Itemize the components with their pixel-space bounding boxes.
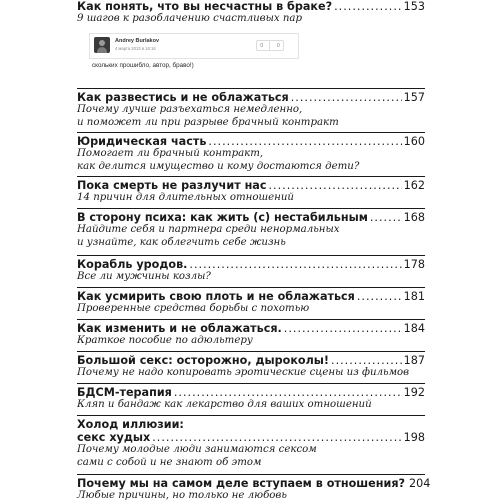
dot-leader (284, 322, 402, 335)
toc-entry-page: 198 (403, 431, 425, 444)
comment-text: скольких прошибло, автор, браво!) (92, 62, 194, 69)
toc-entry-subtitle: Почему лучше разъехаться немедленно, (77, 104, 303, 115)
toc-entry (77, 88, 425, 129)
toc-entry-title: Как понять, что вы несчастны в браке? (77, 0, 333, 13)
toc-entry-title: секс худых (77, 431, 151, 444)
toc-entry-subtitle: Почему не надо копировать эротические сцены из фильмов (77, 367, 410, 378)
toc-entry-title: Как развестись и не облажаться (77, 91, 289, 104)
toc-entry (77, 474, 431, 503)
toc-entry-page: 204 (409, 477, 431, 490)
toc-entry (77, 319, 425, 348)
toc-entry-title: Корабль уродов. (77, 258, 188, 271)
toc-entry-subtitle: 9 шагов к разоблачению счастливых пар (77, 13, 303, 24)
dot-leader (152, 431, 401, 444)
toc-entry-subtitle: Краткое пособие по адюльтеру (77, 335, 253, 346)
toc-entry-subtitle: Проверенные средства борьбы с похотью (77, 303, 310, 314)
toc-entry-subtitle: как делится имущество и кому достаются дети? (77, 160, 360, 172)
toc-entry-subtitle: Почему молодые люди занимаются сексом (77, 444, 317, 455)
toc-entry-page: 192 (403, 386, 425, 399)
dot-leader (334, 0, 402, 13)
toc-entry-subtitle: Кляп и бандаж как лекарство для ваших отношений (77, 399, 372, 410)
toc-entry-title: Пока смерть не разлучит нас (77, 179, 267, 192)
toc-entry (77, 351, 425, 380)
toc-entry (77, 132, 425, 173)
toc-entry-subtitle: и узнайте, как облегчить себе жизнь (77, 236, 286, 248)
toc-entry (77, 0, 425, 26)
dot-leader (357, 290, 402, 303)
toc-entry-page: 184 (403, 322, 425, 335)
toc-entry-subtitle: Все ли мужчины козлы? (77, 271, 211, 282)
toc-entry-subtitle: и поможет ли при разрыве брачный контракт (77, 116, 339, 128)
toc-entry-page: 162 (403, 179, 425, 192)
dot-leader (331, 354, 402, 367)
toc-entry-title: БДСМ-терапия (77, 386, 172, 399)
toc-entry-page: 187 (403, 354, 425, 367)
toc-entry-subtitle: Найдите себя и партнера среди ненормальных (77, 224, 340, 235)
toc-entry-page: 168 (403, 211, 425, 224)
toc-entry-title: В сторону психа: как жить (с) нестабильным (77, 211, 368, 224)
toc-entry-title-line1: Холод иллюзии: (77, 418, 184, 431)
comment-author: Andrey Burlakov (115, 38, 160, 44)
dot-leader (291, 91, 402, 104)
toc-entry (77, 415, 425, 469)
comment-header (89, 33, 299, 59)
toc-entry-title: Как усмирить свою плоть и не облажаться (77, 290, 355, 303)
toc-entry (77, 208, 425, 249)
vote-controls (256, 40, 284, 51)
toc-entry-subtitle: Помогает ли брачный контракт, (77, 148, 264, 159)
toc-entry (77, 287, 425, 316)
vote-count[interactable]: 0 (276, 42, 280, 49)
toc-entry-page: 157 (403, 91, 425, 104)
toc-entry-page: 178 (403, 258, 425, 271)
toc-entry (77, 255, 425, 284)
toc-entry-title: Почему мы на самом деле вступаем в отношения? (77, 477, 405, 490)
vote-count[interactable]: 0 (260, 42, 264, 49)
toc-entry-title: Как изменить и не облажаться. (77, 322, 282, 335)
toc-entry-page: 181 (403, 290, 425, 303)
comment-card (89, 33, 317, 86)
toc-entry-page: 160 (403, 135, 425, 148)
dot-leader (208, 135, 401, 148)
dot-leader (268, 179, 401, 192)
comment-date: 4 марта 2013 в 18:16 (115, 46, 156, 51)
dot-leader (174, 386, 402, 399)
toc-entry-title: Большой секс: осторожно, дыроколы! (77, 354, 330, 367)
toc-entry (77, 176, 425, 205)
dot-leader (370, 211, 402, 224)
toc-entry-title: Юридическая часть (77, 135, 207, 148)
toc-entry-subtitle: сами с собой и не знают об этом (77, 456, 262, 468)
avatar (94, 37, 110, 53)
toc-entry (77, 383, 425, 412)
dot-leader (189, 258, 401, 271)
toc-entry-subtitle: Любые причины, но только не любовь (77, 490, 287, 501)
toc-entry-page: 153 (403, 0, 425, 13)
toc-entry-subtitle: 14 причин для длительных отношений (77, 192, 294, 203)
